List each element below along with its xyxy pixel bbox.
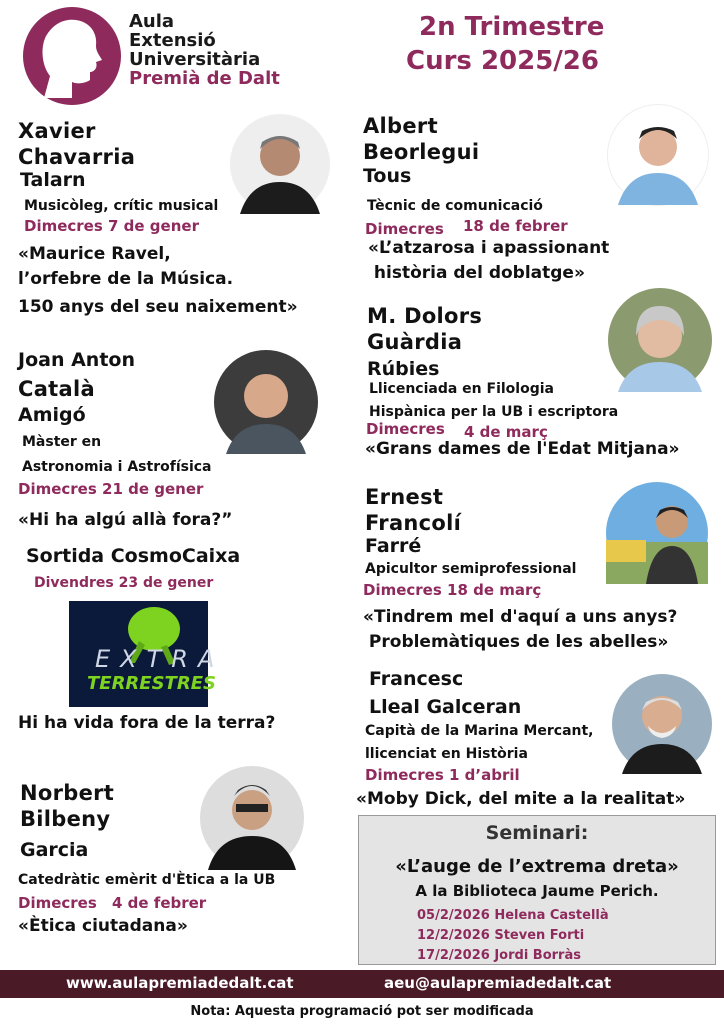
speaker-role-line1: Llicenciada en Filologia — [369, 381, 554, 397]
speaker-role: Musicòleg, crític musical — [24, 198, 219, 214]
org-name-line3: Universitària — [129, 49, 261, 70]
lecture-title: «Moby Dick, del mite a la realitat» — [356, 789, 686, 809]
logo — [20, 6, 126, 106]
speaker-role-line1: Màster en — [22, 434, 102, 450]
speaker-surname2: Amigó — [18, 404, 86, 426]
speaker-role-line2: Hispànica per la UB i escriptora — [369, 404, 619, 420]
speaker-role: Apicultor semiprofessional — [365, 561, 577, 577]
lecture-title: «Grans dames de l'Edat Mitjana» — [365, 439, 680, 459]
speaker-surname1: Beorlegui — [363, 140, 480, 164]
seminar-place: A la Biblioteca Jaume Perich. — [415, 882, 659, 900]
speaker-surname1: Bilbeny — [20, 807, 111, 831]
lecture-title-line2: l’orfebre de la Música. — [18, 269, 234, 289]
lecture-title-line1: «L’atzarosa i apassionant — [368, 238, 610, 258]
speaker-photo — [214, 350, 318, 454]
speaker-surname: Lleal Galceran — [369, 696, 522, 718]
course-title: Curs 2025/26 — [406, 46, 599, 76]
speaker-surname2: Rúbies — [367, 358, 440, 380]
lecture-title-line3: 150 anys del seu naixement» — [18, 297, 298, 317]
lecture-date-date: 4 de febrer — [112, 894, 207, 912]
speaker-surname1: Català — [18, 377, 95, 401]
email-link[interactable]: aeu@aulapremiadedalt.cat — [384, 974, 612, 992]
seminar-heading: Seminari: — [485, 822, 589, 844]
footer-bar — [0, 970, 724, 998]
lecture-date-day: Dimecres — [366, 420, 445, 438]
seminar-title: «L’auge de l’extrema dreta» — [395, 856, 679, 877]
speaker-role-line2: Astronomia i Astrofísica — [22, 459, 212, 475]
speaker-first-name: Ernest — [365, 485, 444, 509]
speaker-surname2: Talarn — [20, 169, 86, 191]
speaker-first-name: Joan Anton — [18, 349, 135, 371]
speaker-surname1: Guàrdia — [367, 330, 463, 354]
org-location: Premià de Dalt — [129, 68, 280, 89]
lecture-date: Dimecres 21 de gener — [18, 480, 204, 498]
website-link[interactable]: www.aulapremiadedalt.cat — [66, 974, 294, 992]
speaker-surname2: Tous — [363, 165, 412, 187]
speaker-photo — [200, 766, 304, 870]
outing-date: Divendres 23 de gener — [34, 575, 214, 591]
speaker-role: Catedràtic emèrit d'Ètica a la UB — [18, 872, 276, 888]
lecture-title-line1: «Tindrem mel d'aquí a uns anys? — [363, 607, 678, 627]
speaker-photo — [612, 674, 712, 774]
speaker-photo — [607, 104, 709, 206]
seminar-session: 05/2/2026 Helena Castellà — [417, 908, 609, 923]
speaker-photo — [230, 114, 330, 214]
lecture-date-day: Dimecres — [18, 894, 97, 912]
speaker-first-name: Norbert — [20, 781, 115, 805]
speaker-role: Tècnic de comunicació — [367, 198, 543, 214]
poster-word-extra: EXTRA — [95, 645, 225, 673]
lecture-date: Dimecres 7 de gener — [24, 217, 199, 235]
lecture-title-line2: Problemàtiques de les abelles» — [363, 632, 669, 652]
footer-note: Nota: Aquesta programació pot ser modificada — [190, 1004, 534, 1019]
org-name-line2: Extensió — [129, 30, 216, 51]
speaker-photo — [608, 288, 712, 392]
speaker-first-name: Xavier — [18, 119, 96, 143]
seminar-session: 17/2/2026 Jordi Borràs — [417, 948, 581, 963]
lecture-date-date: 4 de març — [464, 423, 548, 441]
outing-question: Hi ha vida fora de la terra? — [18, 713, 276, 733]
lecture-title: «Ètica ciutadana» — [18, 916, 188, 936]
org-name-line1: Aula — [129, 11, 175, 32]
speaker-surname2: Garcia — [20, 839, 89, 861]
lecture-date-day: Dimecres — [365, 220, 444, 238]
speaker-role-line2: llicenciat en Història — [365, 746, 528, 762]
speaker-surname1: Chavarria — [18, 145, 136, 169]
logo-head-icon — [20, 6, 126, 106]
lecture-date-date: 18 de febrer — [463, 217, 568, 235]
exhibition-poster — [69, 601, 225, 707]
speaker-role-line1: Capità de la Marina Mercant, — [365, 723, 594, 739]
speaker-first-name: Francesc — [369, 668, 464, 690]
lecture-date: Dimecres 1 d’abril — [365, 766, 520, 784]
lecture-title-line2: història del doblatge» — [368, 263, 585, 283]
speaker-surname2: Farré — [365, 535, 422, 557]
outing-name: Sortida CosmoCaixa — [26, 545, 241, 567]
poster-word-terrestres: TERRESTRES — [87, 673, 216, 694]
speaker-surname1: Francolí — [365, 511, 462, 535]
lecture-date: Dimecres 18 de març — [363, 581, 542, 599]
speaker-first-name: Albert — [363, 114, 438, 138]
seminar-box — [358, 815, 716, 965]
lecture-title: «Hi ha algú allà fora?” — [18, 510, 233, 530]
lecture-title-line1: «Maurice Ravel, — [18, 244, 171, 264]
term-title: 2n Trimestre — [419, 12, 605, 42]
speaker-photo — [606, 482, 708, 584]
speaker-first-name: M. Dolors — [367, 304, 483, 328]
seminar-session: 12/2/2026 Steven Forti — [417, 928, 585, 943]
